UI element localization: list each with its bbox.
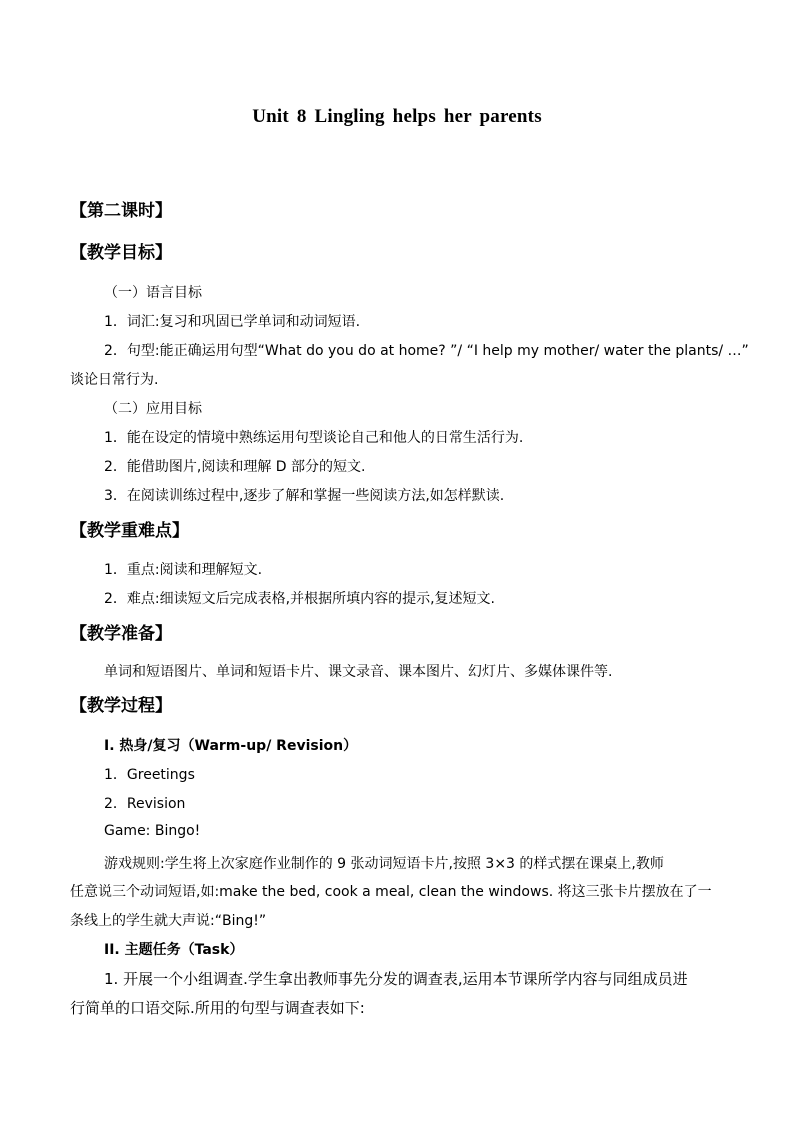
preparation-text: 单词和短语图片、单词和短语卡片、课文录音、课本图片、幻灯片、多媒体课件等. xyxy=(104,664,613,680)
objective-language-1: 1．词汇:复习和巩固已学单词和动词短语. xyxy=(104,314,361,330)
process-rules-2: 任意说三个动词短语,如:make the bed, cook a meal, clean the windows. 将这三张卡片摆放在了一 xyxy=(70,884,712,900)
process-step2-title: II. 主题任务（Task） xyxy=(104,942,244,958)
objective-language-2: 2．句型:能正确运用句型“What do you do at home? ”/ “I help my mother/ water the plants/ …” xyxy=(104,343,749,359)
process-rules-1: 游戏规则:学生将上次家庭作业制作的 9 张动词短语卡片,按照 3×3 的样式摆在课桌上,教师 xyxy=(104,856,664,872)
process-step1-title: I. 热身/复习（Warm-up/ Revision） xyxy=(104,738,358,754)
process-game: Game: Bingo! xyxy=(104,823,201,839)
objective-language-2-cont: 谈论日常行为. xyxy=(70,372,159,388)
process-step1-item2: 2．Revision xyxy=(104,796,186,812)
heading-process: 【教学过程】 xyxy=(70,696,172,716)
keypoint-2: 2．难点:细读短文后完成表格,并根据所填内容的提示,复述短文. xyxy=(104,591,495,607)
keypoint-1: 1．重点:阅读和理解短文. xyxy=(104,562,263,578)
objective-application-goal: （二）应用目标 xyxy=(104,401,202,417)
objective-application-2: 2．能借助图片,阅读和理解 D 部分的短文. xyxy=(104,459,366,475)
process-task-1b: 行简单的口语交际.所用的句型与调查表如下: xyxy=(70,999,365,1017)
heading-lesson: 【第二课时】 xyxy=(70,201,172,221)
heading-keypoints: 【教学重难点】 xyxy=(70,521,189,541)
objective-application-1: 1．能在设定的情境中熟练运用句型谈论自己和他人的日常生活行为. xyxy=(104,430,524,446)
heading-objectives: 【教学目标】 xyxy=(70,243,172,263)
document-title: Unit 8 Lingling helps her parents xyxy=(252,106,542,127)
process-step1-item1: 1．Greetings xyxy=(104,767,195,783)
objective-language-goal: （一）语言目标 xyxy=(104,285,202,301)
process-rules-3: 条线上的学生就大声说:“Bing!” xyxy=(70,913,267,929)
process-task-1a: 1. 开展一个小组调查.学生拿出教师事先分发的调查表,运用本节课所学内容与同组成员进 xyxy=(104,970,688,988)
objective-application-3: 3．在阅读训练过程中,逐步了解和掌握一些阅读方法,如怎样默读. xyxy=(104,488,505,504)
heading-preparation: 【教学准备】 xyxy=(70,624,172,644)
